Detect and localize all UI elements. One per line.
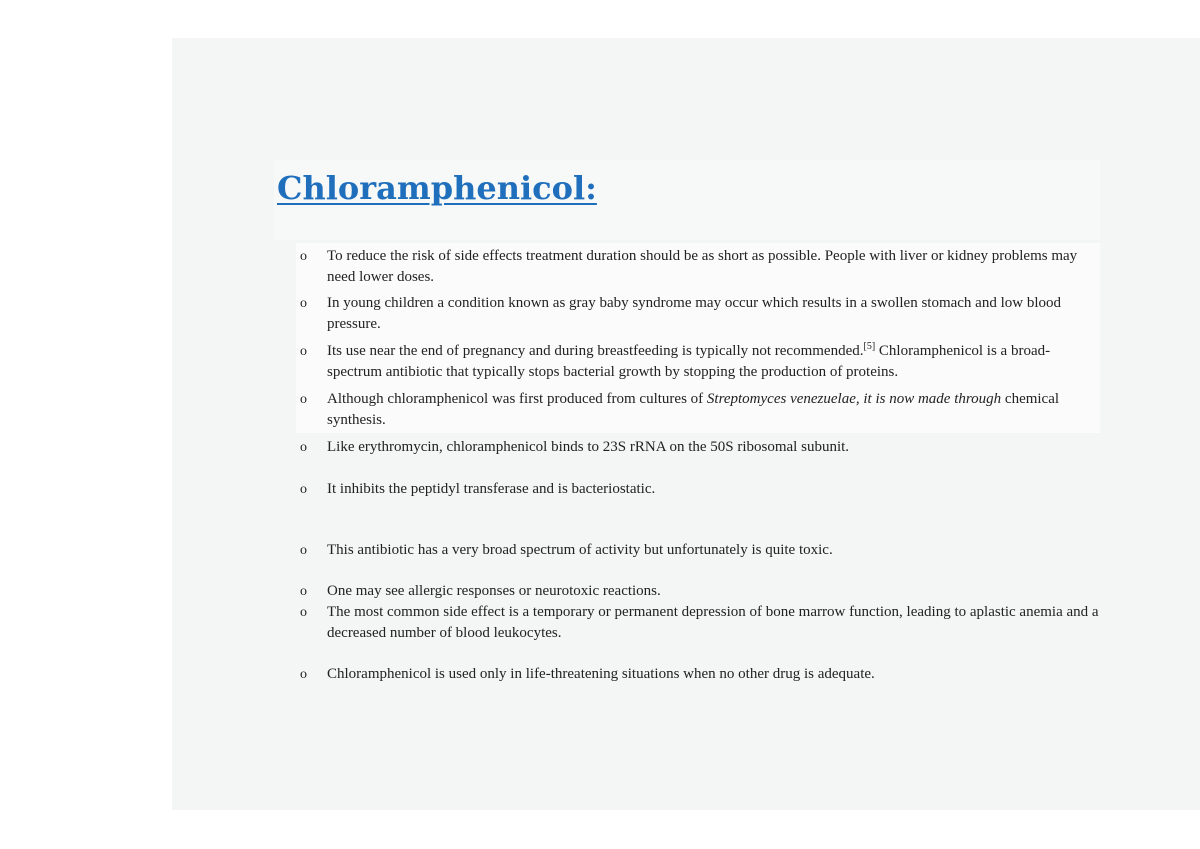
bullet-text (327, 341, 1100, 383)
bullet-marker: o (300, 667, 307, 682)
italic-organism-text: Streptomyces venezuelae, it is now made through (706, 391, 1002, 407)
bullet-marker: o (300, 296, 307, 311)
bullet-text: One may see allergic responses or neurotoxic reactions. (327, 583, 661, 599)
bullet-marker: o (300, 392, 307, 407)
bullet-marker: o (300, 482, 307, 497)
citation-reference: [5] (863, 341, 876, 352)
bullet-text (327, 389, 1100, 431)
bullet-marker: o (300, 605, 307, 620)
bullet-item (300, 437, 1100, 458)
bullet-marker: o (300, 584, 307, 599)
bullet-marker: o (300, 440, 307, 455)
bullet-marker: o (300, 344, 307, 359)
bullet-item (300, 540, 1100, 561)
bullet-text: The most common side effect is a temporary or permanent depression of bone marrow function, leading to aplastic anemia and a decreased number of blood leukocytes. (327, 604, 1099, 641)
bullet-text-part: Its use near the end of pregnancy and during breastfeeding is typically not recommended. (327, 343, 864, 359)
bullet-marker: o (300, 249, 307, 264)
bullet-text: Like erythromycin, chloramphenicol binds to 23S rRNA on the 50S ribosomal subunit. (327, 439, 850, 455)
bullet-text: It inhibits the peptidyl transferase and is bacteriostatic. (327, 481, 656, 497)
bullet-text: Chloramphenicol is used only in life-threatening situations when no other drug is adequate. (327, 666, 875, 682)
bullet-item (300, 581, 1100, 602)
bullet-text-part: Chloramphenicol is a broad-spectrum antibiotic that typically stops bacterial growth by stopping the production of proteins. (327, 343, 1051, 380)
bullet-item (300, 293, 1100, 335)
bullet-item (300, 246, 1100, 288)
bullet-text: To reduce the risk of side effects treatment duration should be as short as possible. People with liver or kidney problems may need lower doses. (327, 248, 1078, 285)
bullet-text-part: chemical synthesis. (327, 391, 1060, 428)
page-title: Chloramphenicol: (277, 169, 597, 207)
bullet-marker: o (300, 543, 307, 558)
bullet-text: This antibiotic has a very broad spectrum of activity but unfortunately is quite toxic. (327, 542, 833, 558)
bullet-item (300, 341, 1100, 383)
bullet-text: In young children a condition known as gray baby syndrome may occur which results in a swollen stomach and low blood pressure. (327, 295, 1062, 332)
bullet-item (300, 664, 1100, 685)
bullet-item (300, 602, 1100, 644)
bullet-item (300, 389, 1100, 431)
bullet-text-part: Although chloramphenicol was first produced from cultures of (327, 391, 707, 407)
bullet-item (300, 479, 1100, 500)
